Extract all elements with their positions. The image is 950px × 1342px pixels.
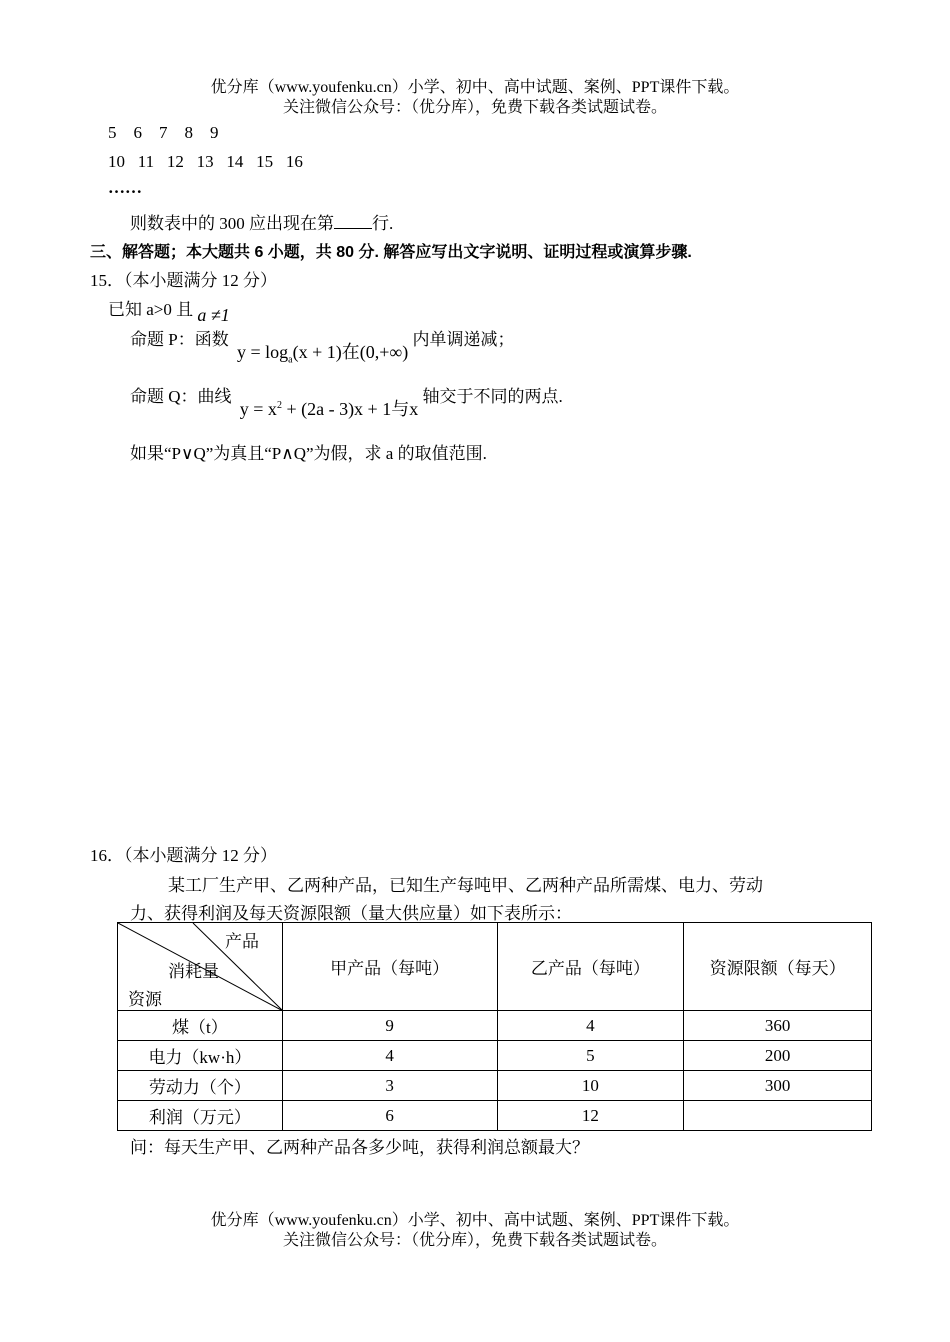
row-jia: 9 [282,1011,497,1041]
q15-prop-q-after: 轴交于不同的两点. [422,387,563,406]
q16-question: 问：每天生产甲、乙两种产品各多少吨，获得利润总额最大？ [130,1138,589,1157]
table-corner-cell [118,923,283,1011]
q15-prop-q-formula-part2: + (2a - 3)x + 1与x [281,399,419,419]
footer-line-1: 优分库（www.youfenku.cn）小学、初中、高中试题、案例、PPT课件下载。 [210,1212,740,1229]
row-limit: 200 [684,1041,872,1071]
header-jia: 甲产品（每吨） [282,923,497,1011]
q15-prop-p [130,325,515,366]
q15-prop-p-subscript: a [288,354,293,366]
number-table-row-2: 10 11 12 13 14 15 16 [108,152,303,171]
q15-number: 15．（本小题满分 12 分） [90,271,277,290]
q15-prop-q-formula-part1: y = x [239,399,277,419]
corner-label-consumption: 消耗量 [168,962,219,981]
table-row [118,1101,872,1131]
row-yi: 12 [497,1101,684,1131]
row-yi: 5 [497,1041,684,1071]
number-table-question [130,209,393,234]
q16-intro-line-1: 某工厂生产甲、乙两种产品，已知生产每吨甲、乙两种产品所需煤、电力、劳动 [168,876,763,895]
q15-prop-p-formula-part2: (x + 1)在(0,+∞) [292,342,409,362]
row-name: 劳动力（个） [118,1071,283,1101]
q16-number: 16．（本小题满分 12 分） [90,846,277,865]
table-header-row [118,923,872,1011]
question-text-after: 行. [372,214,394,233]
q15-given-prefix: 已知 a>0 且 [108,300,194,319]
row-yi: 10 [497,1071,684,1101]
row-limit [684,1101,872,1131]
q15-prop-p-formula [236,342,409,366]
table-row [118,1071,872,1101]
header-line-1: 优分库（www.youfenku.cn）小学、初中、高中试题、案例、PPT课件下载。 [210,79,740,96]
resource-table [117,922,872,1131]
number-table-ellipsis: …… [108,178,142,197]
q15-prop-q-superscript: 2 [276,400,282,411]
header-line-2: 关注微信公众号：（优分库），免费下载各类试题试卷。 [282,99,667,116]
table-row [118,1041,872,1071]
q15-prop-p-label: 命题 P：函数 [130,330,229,349]
corner-label-resource: 资源 [128,990,162,1009]
q15-prop-q [130,382,563,419]
q15-prop-p-after: 内单调递减； [412,330,515,349]
number-table-row-1: 5 6 7 8 9 [108,123,219,142]
q15-given-formula: a ≠1 [197,305,230,325]
footer-line-2: 关注微信公众号：（优分库），免费下载各类试题试卷。 [282,1232,667,1249]
row-limit: 360 [684,1011,872,1041]
row-jia: 6 [282,1101,497,1131]
q15-prop-q-label: 命题 Q：曲线 [130,387,232,406]
q15-given-math [197,305,229,325]
q15-prop-q-formula [240,399,418,419]
q15-prop-p-formula-part1: y = log [236,342,289,362]
section-3-title: 三、解答题；本大题共 6 小题，共 80 分. 解答应写出文字说明、证明过程或演算步骤. [90,244,692,261]
row-jia: 3 [282,1071,497,1101]
row-name: 电力（kw·h） [118,1041,283,1071]
answer-blank [334,214,372,229]
header-yi: 乙产品（每吨） [497,923,684,1011]
header-limit: 资源限额（每天） [684,923,872,1011]
row-limit: 300 [684,1071,872,1101]
q15-given [108,295,230,325]
q16-intro-line-2: 力、获得利润及每天资源限额（量大供应量）如下表所示： [130,904,572,923]
row-jia: 4 [282,1041,497,1071]
row-name: 利润（万元） [118,1101,283,1131]
row-yi: 4 [497,1011,684,1041]
q15-condition: 如果“P∨Q”为真且“P∧Q”为假，求 a 的取值范围. [130,444,487,463]
row-name: 煤（t） [118,1011,283,1041]
table-row [118,1011,872,1041]
question-text-before: 则数表中的 300 应出现在第 [130,214,334,233]
corner-label-product: 产品 [225,932,259,951]
